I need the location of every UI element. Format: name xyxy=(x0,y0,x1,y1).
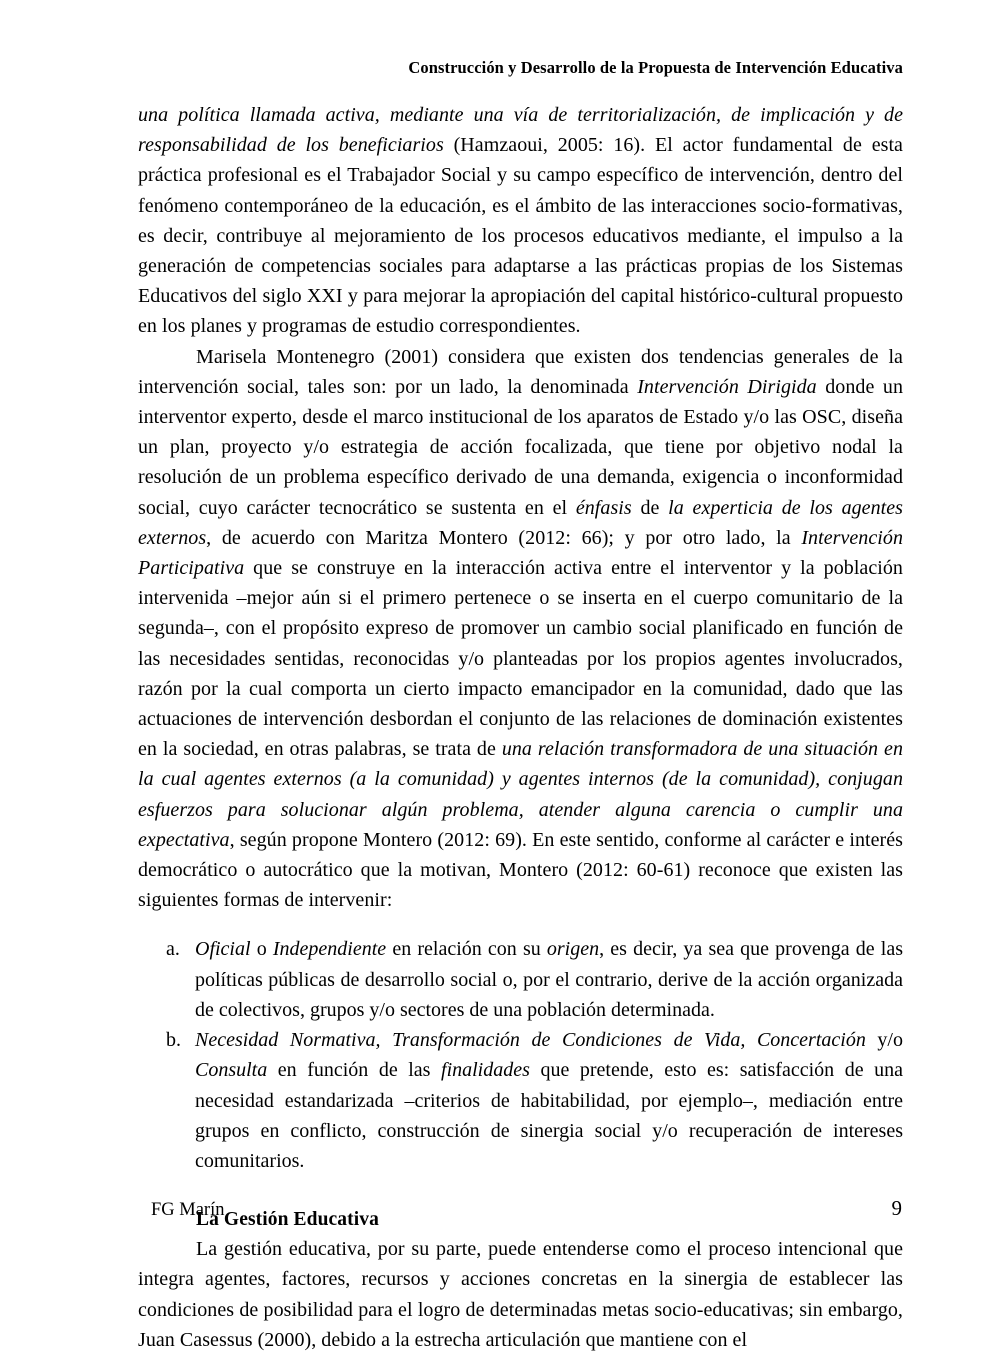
paragraph-1 xyxy=(138,100,903,342)
paragraph-2-seg-roman-3: de xyxy=(631,496,669,519)
list-item-b-term-consulta: Consulta xyxy=(195,1059,268,1082)
paragraph-2-term-enfasis: énfasis xyxy=(575,496,632,519)
section-subheading: La Gestión Educativa xyxy=(196,1209,379,1231)
list-item-marker: a. xyxy=(166,938,180,961)
paragraph-2 xyxy=(138,342,903,916)
intervention-forms-list xyxy=(138,934,903,1176)
paragraph-2-seg-roman-6: , según propone Montero (2012: 69). En este sentido, conforme al carácter e interés democrático o autocrático que la motivan, Montero (2012: 60-61) reconoce que existen las siguientes formas de intervenir: xyxy=(138,828,903,912)
paragraph-2-seg-roman-1: Marisela Montenegro (2001) considera que existen dos tendencias generales de la intervención social, tales son: por un lado, la denominada xyxy=(138,345,903,398)
paragraph-2-seg-roman-2: donde un interventor experto, desde el marco institucional de los aparatos de Estado y/o las OSC, diseña un plan, proyecto y/o estrategia de acción focalizada, que tiene por objetivo nodal la resolución de un problema específico derivado de una demanda, exigencia o inconformidad social, cuyo carácter tecnocrático se sustenta en el xyxy=(138,375,904,519)
paragraph-2-term-intervencion-dirigida: Intervención Dirigida xyxy=(637,375,817,398)
list-item xyxy=(138,934,903,1025)
footer-author: FG Marín xyxy=(151,1200,225,1220)
paragraph-2-seg-roman-4: , de acuerdo con Maritza Montero (2012: 66); y por otro lado, la xyxy=(206,526,802,549)
list-item-a-seg-roman-2: en relación con su xyxy=(386,938,547,961)
paragraph-2-quote-montero: una relación transformadora de una situación en la cual agentes externos (a la comunidad) y agentes internos (de la comunidad), conjugan esfuerzos para solucionar algún problema, atender alguna carencia o cumplir una expectativa xyxy=(138,738,903,851)
paragraph-1-italic-quote: una política llamada activa, mediante una vía de territorialización, de implicación y de responsabilidad de los beneficiarios xyxy=(138,104,903,157)
list-item-b-seg-roman-1: y/o xyxy=(865,1029,903,1052)
paragraph-2-term-experticia: la experticia de los agentes externos xyxy=(138,496,904,549)
list-item-a-term-oficial: Oficial xyxy=(195,938,251,961)
paragraph-3: La gestión educativa, por su parte, puede entenderse como el proceso intencional que integra agentes, factores, recursos y acciones concretas en la sinergia de establecer las condiciones de posibilidad para el logro de determinadas metas socio-educativas; sin embargo, Juan Casessus (2000), debido a la estrecha articulación que mantiene con el xyxy=(138,1238,903,1351)
list-item-b-terms-group-1: Necesidad Normativa, Transformación de Condiciones de Vida, Concertación xyxy=(195,1029,866,1052)
list-item-a-seg-roman-1: o xyxy=(250,938,273,961)
paragraph-2-term-intervencion-participativa: Intervención Participativa xyxy=(138,526,903,580)
list-item-b-seg-roman-2: en función de las xyxy=(267,1059,442,1082)
list-item-a-term-origen: origen xyxy=(546,938,600,961)
list-item-b-seg-roman-3: que pretende, esto es: satisfacción de una necesidad estandarizada –criterios de habitabilidad, por ejemplo–, mediación entre grupos en conflicto, construcción de sinergia social y/o recuperación de intereses comunitarios. xyxy=(195,1059,903,1172)
list-item xyxy=(138,1025,903,1176)
page-number: 9 xyxy=(891,1196,902,1220)
list-item-marker: b. xyxy=(166,1029,181,1052)
paragraph-2-seg-roman-5: que se construye en la interacción activa entre el interventor y la población intervenida –mejor aún si el primero pertenece o se inserta en el cuerpo comunitario de la segunda–, con el propósito expreso de promover un cambio social planificado en función de las necesidades sentidas, reconocidas y/o planteadas por los propios agentes involucrados, razón por la cual comporta un cierto impacto emancipador en la comunidad, dado que las actuaciones de intervención desbordan el conjunto de las relaciones de dominación existentes en la sociedad, en otras palabras, se trata de xyxy=(138,557,903,761)
list-item-b-term-finalidades: finalidades xyxy=(441,1059,530,1082)
paragraph-1-roman-text: (Hamzaoui, 2005: 16). El actor fundamental de esta práctica profesional es el Trabajador Social y su campo específico de intervención, dentro del fenómeno contemporáneo de la educación, es el ámbito de las interacciones socio-formativas, es decir, contribuye al mejoramiento de los procesos educativos mediante, el impulso a la generación de competencias sociales para adaptarse a las prácticas propias de los Sistemas Educativos del siglo XXI y para mejorar la apropiación del capital histórico-cultural propuesto en los planes y programas de estudio correspondientes. xyxy=(138,134,903,338)
list-item-a-term-independiente: Independiente xyxy=(272,938,387,961)
body-text-block xyxy=(138,100,903,1355)
page-footer xyxy=(138,1197,903,1225)
running-header: Construcción y Desarrollo de la Propuesta de Intervención Educativa xyxy=(408,58,903,77)
list-item-a-seg-roman-3: , es decir, ya sea que provenga de las políticas públicas de desarrollo social o, por el contrario, derive de la acción organizada de colectivos, grupos y/o sectores de una población determinada. xyxy=(195,938,903,1021)
